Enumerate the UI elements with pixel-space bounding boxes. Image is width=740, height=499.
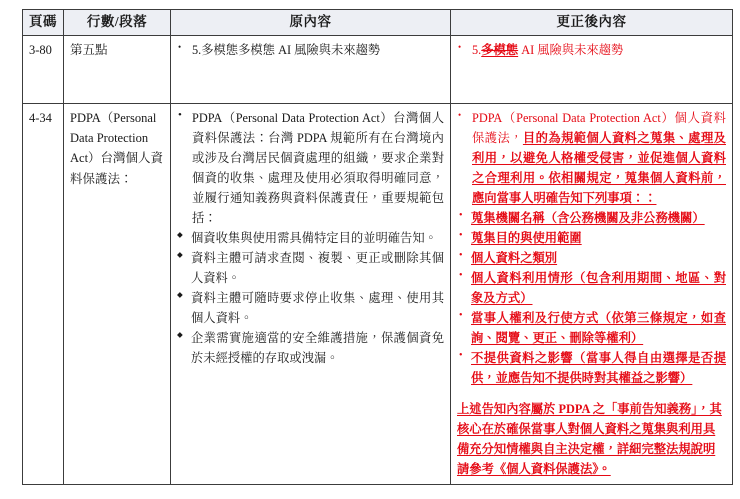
- errata-table: [22, 9, 733, 485]
- column-header-corrected: 更正後內容: [451, 10, 733, 36]
- corrected-lead-plain: PDPA（Personal Data Protection Act）個人資料保護: [472, 110, 726, 145]
- list-item: [457, 348, 726, 388]
- cell-corrected: [451, 35, 733, 103]
- list-item-label: 當事人權利及行使方式（依第三條規定，如查詢、閱覽、更正、刪除等權利）: [471, 311, 726, 346]
- corrected-sub-bullet-list: [457, 208, 726, 388]
- list-item: ◆ 企業需實施適當的安全維護措施，保護個資免於未經授權的存取或洩漏。: [177, 328, 444, 368]
- corrected-suffix: AI 風險與未來趨勢: [518, 42, 624, 57]
- cell-page: 4-34: [23, 103, 64, 485]
- list-item-label: 不提供資料之影響（當事人得自由選擇是否提供，並應告知不提供時對其權益之影響）: [471, 351, 726, 386]
- list-item: [457, 108, 726, 208]
- cell-corrected: [451, 103, 733, 485]
- original-bullet-list: [177, 108, 444, 228]
- corrected-closing-paragraph: [457, 399, 726, 479]
- column-header-page: 頁碼: [23, 10, 64, 36]
- list-item: [457, 228, 726, 248]
- list-item: [457, 40, 726, 60]
- cell-original: [171, 103, 451, 485]
- corrected-lead-plain2: 法，: [497, 130, 523, 145]
- cell-line: PDPA（Personal Data Protection Act）台灣個人資料保護法：: [64, 103, 171, 485]
- list-item: • 5.多模態多模態 AI 風險與未來趨勢: [177, 40, 444, 60]
- list-item: [457, 268, 726, 308]
- list-item: [457, 308, 726, 348]
- table-body: [23, 35, 733, 485]
- corrected-closing-text: 上述告知內容屬於 PDPA 之「事前告知義務」，其核心在於確保當事人對個人資料之蒐集與利用具備充分知情權與自主決定權，詳細完整法規說明請參考《個人資料保護法》。: [457, 402, 722, 477]
- corrected-lead-underlined: 目的為規範個人資料之蒐集、處理及利用，以避免人格權受侵害，並促進個人資料之合理利用。依相關規定，蒐集個人資料前，應向當事人明確告知下列事項：：: [472, 130, 726, 205]
- column-header-line: 行數/段落: [64, 10, 171, 36]
- list-item: ◆ 個資收集與使用需具備特定目的並明確告知。: [177, 228, 444, 248]
- table-header: [23, 10, 733, 36]
- corrected-prefix: 5.: [472, 42, 482, 57]
- column-header-original: 原內容: [171, 10, 451, 36]
- list-item-label: 蒐集目的與使用範圍: [471, 231, 582, 246]
- original-bullet-list: [177, 40, 444, 60]
- table-row: [23, 103, 733, 485]
- paragraph-spacer: [457, 388, 726, 399]
- corrected-lead-bullet: [457, 108, 726, 208]
- cell-page: 3-80: [23, 35, 64, 103]
- table-row: [23, 35, 733, 103]
- list-item: [457, 248, 726, 268]
- cell-original: [171, 35, 451, 103]
- table-header-row: [23, 10, 733, 36]
- list-item-label: 個人資料利用情形（包含利用期間、地區、對象及方式）: [471, 271, 726, 306]
- list-item: [457, 208, 726, 228]
- original-sub-bullet-list: [177, 228, 444, 368]
- list-item-label: 蒐集機關名稱（含公務機關及非公務機關）: [471, 211, 705, 226]
- cell-line: 第五點: [64, 35, 171, 103]
- corrected-struck-text: 多模態: [481, 42, 519, 57]
- list-item-label: 個人資料之類別: [471, 251, 558, 266]
- corrected-bullet-list: [457, 40, 726, 60]
- list-item: ◆ 資料主體可隨時要求停止收集、處理、使用其個人資料。: [177, 288, 444, 328]
- list-item: ◆ 資料主體可請求查閱、複製、更正或刪除其個人資料。: [177, 248, 444, 288]
- list-item: • PDPA（Personal Data Protection Act）台灣個人資料保護法：台灣 PDPA 規範所有在台灣境內或涉及台灣居民個資處理的組織，要求企業對個資的收集、處理及使用必須取得明確同意，並履行通知義務與資料保護責任，重要規範包括：: [177, 108, 444, 228]
